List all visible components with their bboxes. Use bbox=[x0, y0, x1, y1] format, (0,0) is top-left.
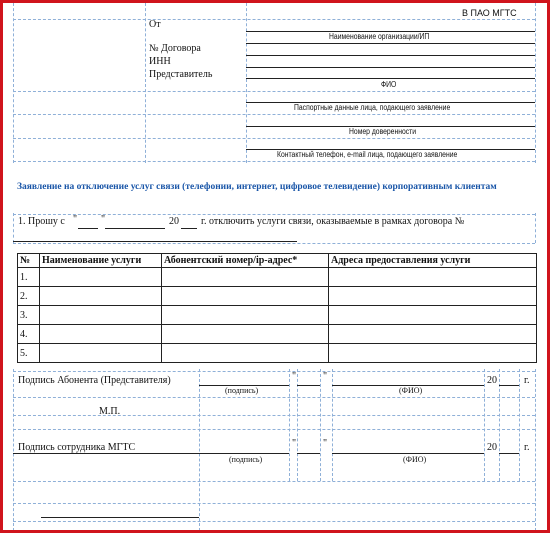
stamp-label: М.П. bbox=[99, 406, 121, 417]
request-year-field[interactable] bbox=[181, 228, 197, 229]
column-header-service: Наименование услуги bbox=[40, 254, 162, 268]
grid-line bbox=[13, 503, 535, 504]
field-line bbox=[13, 453, 199, 454]
quote-mark: " bbox=[292, 371, 297, 382]
grid-line bbox=[13, 415, 535, 416]
service-cell[interactable] bbox=[40, 344, 162, 363]
grid-line bbox=[535, 369, 536, 533]
grid-line bbox=[13, 369, 14, 533]
subscriber-year-field[interactable] bbox=[499, 385, 519, 386]
row-number: 1. bbox=[18, 268, 40, 287]
request-day-field[interactable] bbox=[78, 228, 98, 229]
row-number: 2. bbox=[18, 287, 40, 306]
row-number: 3. bbox=[18, 306, 40, 325]
org-name-caption: Наименование организации/ИП bbox=[329, 32, 430, 41]
column-header-number: № bbox=[18, 254, 40, 268]
application-form bbox=[13, 3, 541, 533]
grid-line bbox=[13, 521, 535, 522]
signature-caption: (подпись) bbox=[229, 455, 263, 464]
year-suffix: г. bbox=[524, 442, 530, 453]
request-prefix: 1. Прошу с bbox=[18, 216, 65, 227]
row-number: 5. bbox=[18, 344, 40, 363]
number-ip-cell[interactable] bbox=[162, 325, 329, 344]
grid-line bbox=[13, 214, 535, 215]
address-cell[interactable] bbox=[329, 268, 537, 287]
address-cell[interactable] bbox=[329, 325, 537, 344]
grid-line bbox=[13, 3, 14, 163]
table-row bbox=[18, 344, 537, 363]
grid-line bbox=[145, 3, 146, 163]
address-cell[interactable] bbox=[329, 306, 537, 325]
table-row bbox=[18, 287, 537, 306]
employee-day-field[interactable] bbox=[297, 453, 320, 454]
inn-label: ИНН bbox=[149, 56, 171, 67]
subscriber-day-field[interactable] bbox=[297, 385, 320, 386]
request-text: г. отключить услуги связи, оказываемые в рамках договора № bbox=[201, 216, 465, 227]
representative-field[interactable] bbox=[246, 78, 535, 79]
grid-line bbox=[13, 213, 14, 243]
service-cell[interactable] bbox=[40, 325, 162, 344]
grid-line bbox=[535, 213, 536, 243]
quote-mark: " bbox=[101, 214, 106, 225]
representative-label: Представитель bbox=[149, 69, 213, 80]
grid-line bbox=[13, 138, 535, 139]
row-number: 4. bbox=[18, 325, 40, 344]
grid-line bbox=[13, 114, 535, 115]
column-header-address: Адреса предоставления услуги bbox=[329, 254, 537, 268]
fio-caption: (ФИО) bbox=[403, 455, 427, 464]
grid-line bbox=[13, 19, 535, 20]
contract-ref-field[interactable] bbox=[13, 241, 297, 242]
year-prefix: 20 bbox=[169, 216, 179, 227]
quote-mark: " bbox=[73, 214, 78, 225]
grid-line bbox=[13, 397, 535, 398]
address-cell[interactable] bbox=[329, 287, 537, 306]
grid-line bbox=[246, 3, 247, 163]
table-row bbox=[18, 268, 537, 287]
subscriber-signature-label: Подпись Абонента (Представителя) bbox=[18, 375, 171, 386]
contract-number-field[interactable] bbox=[246, 55, 535, 56]
grid-line bbox=[289, 369, 290, 481]
grid-line bbox=[13, 481, 535, 482]
number-ip-cell[interactable] bbox=[162, 344, 329, 363]
grid-line bbox=[484, 369, 485, 481]
from-label: От bbox=[149, 19, 161, 30]
grid-line bbox=[13, 161, 535, 162]
employee-year-field[interactable] bbox=[499, 453, 519, 454]
table-row bbox=[18, 306, 537, 325]
service-cell[interactable] bbox=[40, 268, 162, 287]
address-cell[interactable] bbox=[329, 344, 537, 363]
proxy-caption: Номер доверенности bbox=[349, 127, 417, 136]
inn-field[interactable] bbox=[246, 67, 535, 68]
grid-line bbox=[320, 369, 321, 481]
grid-line bbox=[199, 369, 200, 533]
form-title: Заявление на отключение услуг связи (телефонии, интернет, цифровое телевидение) корпоративным клиентам bbox=[17, 182, 497, 192]
recipient-text: В ПАО МГТС bbox=[462, 8, 517, 18]
year-prefix: 20 bbox=[487, 442, 497, 453]
employee-signature-label: Подпись сотрудника МГТС bbox=[18, 442, 136, 453]
table-row bbox=[18, 325, 537, 344]
quote-mark: " bbox=[323, 371, 328, 382]
grid-line bbox=[13, 91, 535, 92]
fio-caption: (ФИО) bbox=[399, 386, 423, 395]
service-cell[interactable] bbox=[40, 306, 162, 325]
grid-line bbox=[519, 369, 520, 481]
year-prefix: 20 bbox=[487, 375, 497, 386]
table-header-row bbox=[18, 254, 537, 268]
grid-line bbox=[13, 371, 535, 372]
employee-signature-field[interactable] bbox=[199, 453, 289, 454]
request-month-field[interactable] bbox=[105, 228, 165, 229]
contract-label: № Договора bbox=[149, 43, 201, 54]
number-ip-cell[interactable] bbox=[162, 287, 329, 306]
grid-line bbox=[535, 3, 536, 163]
signature-caption: (подпись) bbox=[225, 386, 259, 395]
quote-mark: " bbox=[292, 438, 297, 449]
field-line bbox=[41, 517, 199, 518]
contact-caption: Контактный телефон, e-mail лица, подающего заявление bbox=[277, 150, 458, 159]
services-table bbox=[17, 253, 537, 363]
employee-fio-field[interactable] bbox=[332, 453, 484, 454]
service-cell[interactable] bbox=[40, 287, 162, 306]
fio-caption: ФИО bbox=[381, 80, 397, 89]
passport-caption: Паспортные данные лица, подающего заявление bbox=[294, 103, 451, 112]
field-line bbox=[246, 43, 535, 44]
year-suffix: г. bbox=[524, 375, 530, 386]
grid-line bbox=[13, 429, 535, 430]
grid-line bbox=[13, 243, 535, 244]
number-ip-cell[interactable] bbox=[162, 306, 329, 325]
column-header-number-ip: Абонентский номер/ip-адрес* bbox=[162, 254, 329, 268]
quote-mark: " bbox=[323, 438, 328, 449]
number-ip-cell[interactable] bbox=[162, 268, 329, 287]
